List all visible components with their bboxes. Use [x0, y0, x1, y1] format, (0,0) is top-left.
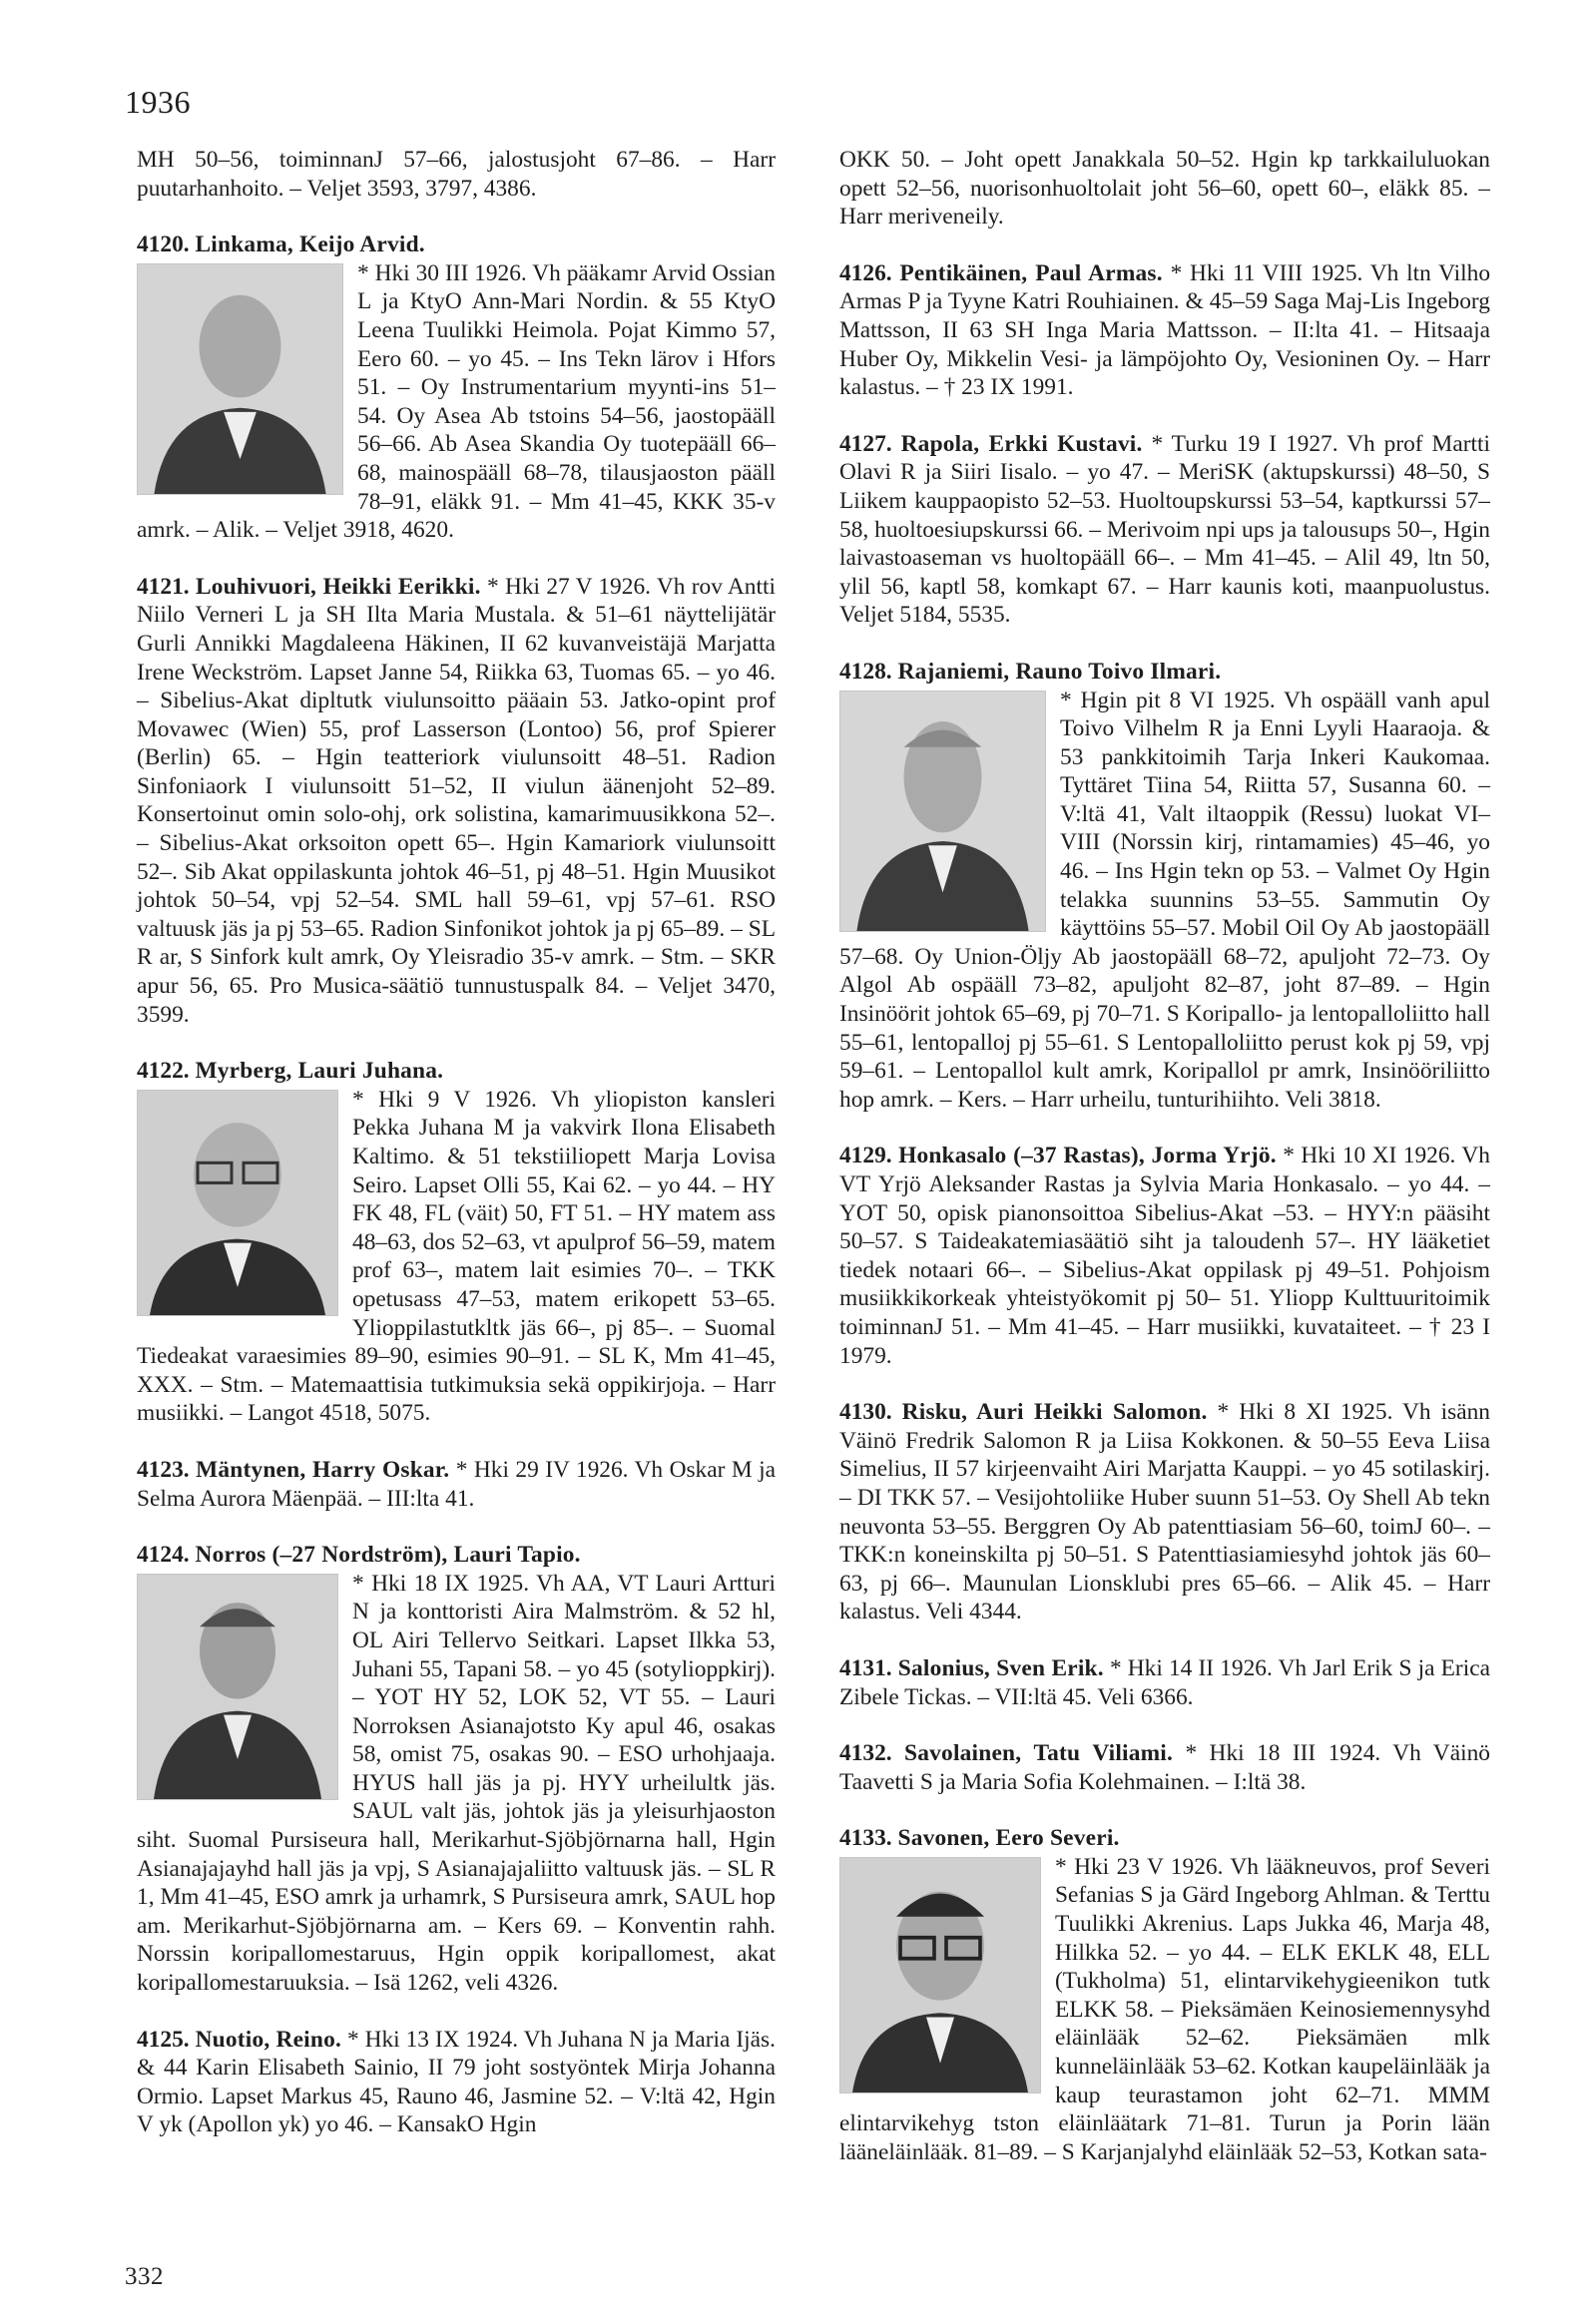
entry-name: Myrberg, Lauri Juhana.	[195, 1058, 444, 1085]
entry-text: * Hki 9 V 1926. Vh yliopiston kansleri Pekka Juhana M ja vakvirk Ilona Elisabeth Kaltimo. & 51 tekstiiliopett Marja Lovisa Seiro. Lapset Olli 55, Kai 62. – yo 44. – HY FK 48, FL (väit) 50, FT 51. – HY matem ass 48–63, dos 52–63, vt apulprof 56–59, matem prof 63–, matem lait esimies 70–. – TKK opetusass 47–53, matem erikopett 53–65. Ylioppilastutkltk jäs 66–, pj 85–. – Suomal Tiedeakat varaesimies 89–90, esimies 90–91. – SL K, Mm 41–45, XXX. – Stm. – Matemaattisia tutkimuksia sekä oppikirjoja. – Harr musiikki. – Langot 4518, 5075.	[137, 1086, 776, 1427]
entry-text: MH 50–56, toiminnanJ 57–66, jalostusjoht 67–86. – Harr puutarhanhoito. – Veljet 3593, 3797, 4386.	[137, 147, 776, 202]
entry-text: * Hki 23 V 1926. Vh lääkneuvos, prof Severi Sefanias S ja Gärd Ingeborg Ahlman. & Terttu Tuulikki Akrenius. Laps Jukka 46, Marja 48, Hilkka 52. – yo 44. – ELK EKLK 48, ELL (Tukholma) 51, elintarvikehygieenikon tutk ELKK 58. – Pieksämäen Keinosiemennysyhd eläinlääk 52–62. Pieksämäen mlk kunneläinlääk 53–62. Kotkan kaupeläinlääk ja kaup teurastamon joht 62–71. MMM elintarvikehyg tston eläinläätark 71–81. Turun ja Porin lään lääneläinlääk. 81–89. – S Karjanjalyhd eläinlääk 52–53, Kotkan sata-	[839, 1853, 1490, 2165]
entry-text: * Hki 11 VIII 1925. Vh ltn Vilho Armas P ja Tyyne Katri Rouhiainen. & 45–59 Saga Maj-Lis Ingeborg Mattsson, II 63 SH Inga Maria Mattsson. – II:lta 41. – Hitsaaja Huber Oy, Mikkelin Vesi- ja lämpöjohto Oy, Vesioninen Oy. – Harr kalastus. – † 23 IX 1991.	[839, 259, 1491, 401]
entry-4124	[137, 1541, 776, 1998]
entry-number: 4128.	[839, 658, 892, 685]
entry-name: Louhivuori, Heikki Eerikki.	[195, 573, 481, 600]
entry-4125	[137, 2026, 776, 2139]
entry-4123	[137, 1456, 776, 1513]
entry-number: 4120.	[137, 232, 190, 258]
entry-name: Pentikäinen, Paul Armas.	[899, 259, 1163, 286]
portrait-photo	[137, 263, 343, 495]
entry-continuation	[839, 146, 1490, 232]
entry-name: Savonen, Eero Severi.	[897, 1825, 1120, 1852]
entry-number: 4122.	[137, 1058, 190, 1085]
entry-number: 4132.	[839, 1740, 892, 1767]
page-year: 1936	[125, 84, 191, 120]
entry-continuation	[137, 146, 776, 203]
entry-name: Rapola, Erkki Kustavi.	[900, 430, 1143, 457]
entry-name: Rajaniemi, Rauno Toivo Ilmari.	[897, 658, 1222, 685]
entry-number: 4121.	[137, 573, 190, 600]
right-column	[839, 146, 1490, 2194]
entry-number: 4131.	[839, 1654, 892, 1681]
entry-number: 4126.	[839, 259, 892, 286]
entry-4133	[839, 1824, 1490, 2166]
portrait-photo	[839, 691, 1046, 932]
entry-text: * Hgin pit 8 VI 1925. Vh ospääll vanh apul Toivo Vilhelm R ja Enni Lyyli Haaraoja. & 53 pankkitoimih Tarja Inkeri Kaukomaa. Tyttäret Tiina 54, Riitta 57, Susanna 60. – V:ltä 41, Valt iltaoppik (Ressu) luokat VI–VIII (Norssin kirj, rintamamies) 45–46, yo 46. – Ins Hgin tekn op 53. – Valmet Oy Hgin telakka suunnins 53–55. Sammutin Oy käyttöins 55–57. Mobil Oil Oy Ab jaostopääll 57–68. Oy Union-Öljy Ab jaostopääll 68–72, apuljoht 72–73. Oy Algol Ab ospääll 73–82, apuljoht 82–87, joht 87–89. – Hgin Insinöörit johtok 65–69, pj 70–71. S Koripallo- ja lentopalloliitto hall 55–61, lentopalloj pj 55–61. S Lentopalloliitto perust kok pj 59, vpj 59–61. – Lentopallol kult amrk, Koripallol pr amrk, Insinööriliitto hop amrk. – Kers. – Harr urheilu, tunturihiihto. Veli 3818.	[839, 687, 1490, 1113]
entry-4122	[137, 1057, 776, 1428]
entry-number: 4129.	[839, 1143, 892, 1169]
portrait-photo	[839, 1857, 1041, 2093]
entry-4121	[137, 573, 776, 1030]
entry-text: * Hki 13 IX 1924. Vh Juhana N ja Maria Ijäs. & 44 Karin Elisabeth Sainio, II 79 joht sostyöntek Mirja Johanna Ormio. Lapset Markus 45, Rauno 46, Jasmine 52. – V:ltä 42, Hgin V yk (Apollon yk) yo 46. – KansakO Hgin	[137, 2026, 776, 2138]
entry-text: * Hki 30 III 1926. Vh pääkamr Arvid Ossian L ja KtyO Ann-Mari Nordin. & 55 KtyO Leena Tuulikki Heimola. Pojat Kimmo 57, Eero 60. – yo 45. – Ins Tekn lärov i Hfors 51. – Oy Instrumentarium myynti-ins 51–54. Oy Asea Ab tstoins 54–56, jaostopääll 56–66. Ab Asea Skandia Oy tuotepääll 66–68, mainospääll 68–78, tilausjaoston pääll 78–91, eläkk 91. – Mm 41–45, KKK 35-v amrk. – Alik. – Veljet 3918, 4620.	[137, 259, 776, 544]
entry-number: 4124.	[137, 1542, 190, 1569]
entry-text: * Hki 27 V 1926. Vh rov Antti Niilo Verneri L ja SH Ilta Maria Mustala. & 51–61 näyttelijätär Gurli Annikki Magdaleena Häkinen, II 62 kuvanveistäjä Marjatta Irene Weckström. Lapset Janne 54, Riikka 63, Tuomas 65. – yo 46. – Sibelius-Akat dipltutk viulunsoitto pääain 53. Jatko-opint prof Movawec (Wien) 55, prof Lasserson (Lontoo) 56, prof Spierer (Berlin) 65. – Hgin teatteriork viulunsoitt 48–51. Radion Sinfoniaork I viulunsoitt 51–52, II viulun äänenjoht 52–89. Konsertoinut omin solo-ohj, ork solistina, kamarimuusikkona 52–. – Sibelius-Akat orksoiton opett 65–. Hgin Kamariork viulunsoitt 52–. Sib Akat oppilaskunta johtok 46–51, pj 48–51. Hgin Muusikot johtok 50–54, vpj 52–54. SML hall 59–61, vpj 57–61. RSO valtuusk jäs ja pj 53–65. Radion Sinfonikot johtok ja pj 65–89. – SL R ar, S Sinfork kult amrk, Oy Yleisradio 35-v amrk. – Stm. – SKR apur 56, 65. Pro Musica-säätiö tunnustuspalk 84. – Veljet 3470, 3599.	[137, 573, 776, 1028]
portrait-photo	[137, 1574, 338, 1800]
entry-number: 4130.	[839, 1399, 892, 1426]
entry-text: * Hki 29 IV 1926. Vh Oskar M ja Selma Aurora Mäenpää. – III:lta 41.	[137, 1456, 776, 1512]
entry-text: * Hki 14 II 1926. Vh Jarl Erik S ja Erica Zibele Tickas. – VII:ltä 45. Veli 6366.	[839, 1654, 1490, 1710]
entry-name: Risku, Auri Heikki Salomon.	[901, 1399, 1208, 1426]
entry-4126	[839, 259, 1490, 402]
entry-name: Nuotio, Reino.	[195, 2026, 342, 2053]
entry-number: 4125.	[137, 2026, 190, 2053]
entry-text: OKK 50. – Joht opett Janakkala 50–52. Hgin kp tarkkailuluokan opett 52–56, nuorisonhuoltolait joht 56–60, opett 60–, eläkk 85. – Harr meriveneily.	[839, 147, 1490, 231]
entry-4120	[137, 231, 776, 545]
entry-4129	[839, 1142, 1490, 1370]
entry-name: Mäntynen, Harry Oskar.	[196, 1456, 450, 1483]
entry-4127	[839, 430, 1490, 630]
entry-name: Savolainen, Tatu Viliami.	[904, 1740, 1174, 1767]
entry-text: * Hki 8 XI 1925. Vh isänn Väinö Fredrik Salomon R ja Liisa Kokkonen. & 50–55 Eeva Liisa Simelius, II 57 kirjeenvaiht Airi Marjatta Kauppi. – yo 45 sotilaskirj. – DI TKK 57. – Vesijohtoliike Huber suunn 51–53. Oy Shell Ab tekn neuvonta 53–55. Berggren Oy Ab patenttiasiam 56–60, toimJ 60–. – TKK:n koneinskilta pj 50–51. S Patenttiasiamiesyhd johtok jäs 60–63, pj 66–. Maunulan Lionsklubi pres 65–66. – Alik 45. – Harr kalastus. Veli 4344.	[839, 1399, 1490, 1626]
page-number: 332	[125, 2263, 164, 2290]
entry-4128	[839, 658, 1490, 1115]
entry-text: * Turku 19 I 1927. Vh prof Martti Olavi R ja Siiri Iisalo. – yo 47. – MeriSK (aktupskurssi) 48–50, S Liikem kauppaopisto 52–53. Huoltoupskurssi 53–54, kaptkurssi 57–58, huoltoesiupskurssi 66. – Merivoim npi ups ja talousups 50–, Hgin laivastoaseman vs huoltopääll 66–. – Mm 41–45. – Alil 49, ltn 50, ylil 56, kaptl 58, komkapt 67. – Harr kaunis koti, maanpuolustus. Veljet 5184, 5535.	[839, 430, 1490, 629]
entry-number: 4123.	[137, 1456, 190, 1483]
entry-4130	[839, 1398, 1490, 1627]
entry-name: Norros (–27 Nordström), Lauri Tapio.	[195, 1542, 581, 1569]
entry-name: Salonius, Sven Erik.	[897, 1654, 1104, 1681]
entry-name: Linkama, Keijo Arvid.	[195, 232, 425, 258]
entry-text: * Hki 10 XI 1926. Vh VT Yrjö Aleksander Rastas ja Sylvia Maria Honkasalo. – yo 44. – YOT 50, opisk pianonsoittoa Sibelius-Akat –53. – HYY:n pääsiht 50–57. S Taideakatemiasäätiö siht ja taloudenh 57–. HY lääketiet tiedek notaari 66–. – Sibelius-Akat oppilask pj 49–51. Pohjoism musiikkikorkeak yhteistyökomit pj 50– 51. Yliopp Kulttuuritoimik toiminnanJ 51. – Mm 41–45. – Harr musiikki, kuvataiteet. – † 23 I 1979.	[839, 1143, 1490, 1369]
entry-text: * Hki 18 III 1924. Vh Väinö Taavetti S ja Maria Sofia Kolehmainen. – I:ltä 38.	[839, 1740, 1490, 1795]
entry-number: 4133.	[839, 1825, 892, 1852]
left-column	[137, 146, 776, 2167]
entry-4132	[839, 1739, 1490, 1796]
entry-number: 4127.	[839, 430, 892, 457]
entry-text: * Hki 18 IX 1925. Vh AA, VT Lauri Artturi N ja konttoristi Aira Malmström. & 52 hl, OL Airi Tellervo Seitkari. Lapset Ilkka 53, Juhani 55, Tapani 58. – yo 45 (sotylioppkirj). – YOT HY 52, LOK 52, VT 55. – Lauri Norroksen Asianajotsto Ky apul 46, osakas 58, omist 75, osakas 90. – ESO urhohjaaja. HYUS hall jäs ja pj. HYY urheilultk jäs. SAUL valt jäs, johtok jäs ja yleisurhjaoston siht. Suomal Pursiseura hall, Merikarhut-Sjöbjörnarna hall, Hgin Asianajajayhd hall jäs ja vpj, S Asianajajaliitto valtuusk jäs. – SL R 1, Mm 41–45, ESO amrk ja urhamrk, S Pursiseura amrk, SAUL hop am. Merikarhut-Sjöbjörnarna am. – Kers 69. – Konventin rahh. Norssin koripallomestaruus, Hgin oppik koripallomest, akat koripallomestaruuksia. – Isä 1262, veli 4326.	[137, 1570, 776, 1997]
entry-name: Honkasalo (–37 Rastas), Jorma Yrjö.	[898, 1143, 1277, 1169]
portrait-photo	[137, 1090, 338, 1316]
entry-4131	[839, 1654, 1490, 1711]
